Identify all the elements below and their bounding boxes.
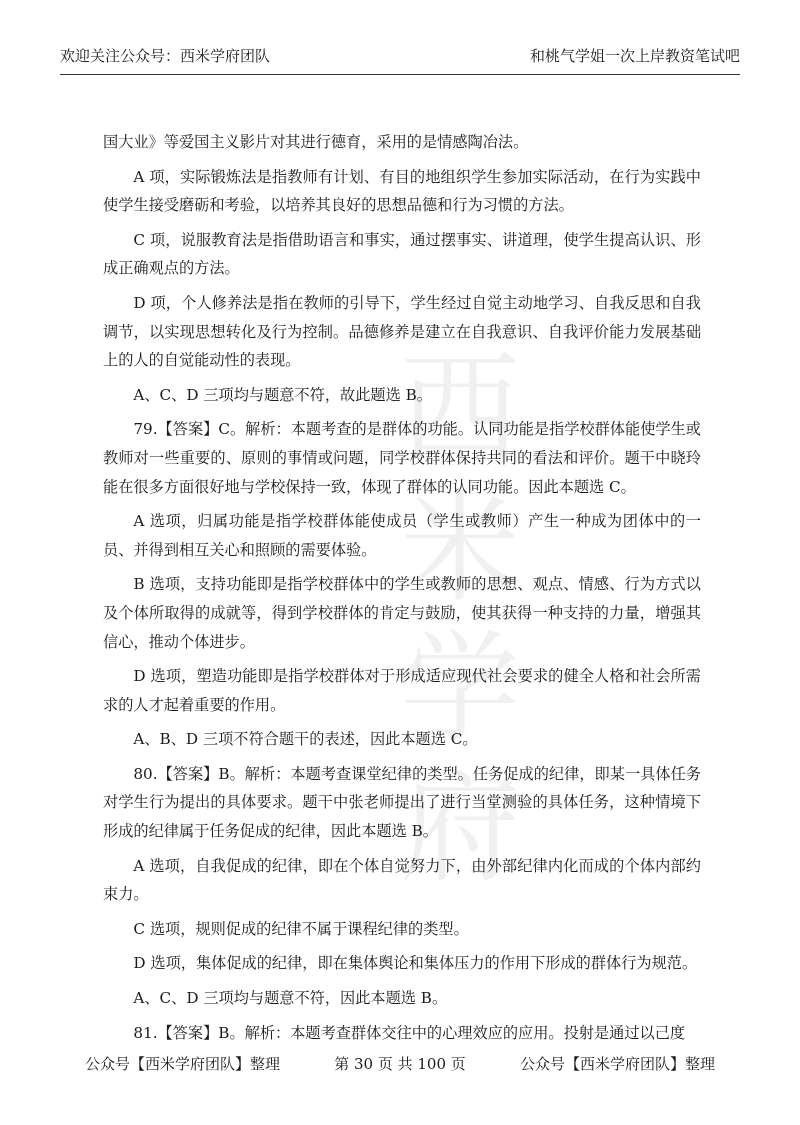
paragraph: A、C、D 三项均与题意不符，故此题选 B。	[133, 385, 432, 404]
answer-paragraph: 80.【答案】B。解析：本题考查课堂纪律的类型。任务促成的纪律，即某一具体任务对学生行为提出的具体要求。题干中张老师提出了进行当堂测验的具体任务，这种情境下形成的纪律属于任务促成的纪律，因此本题选 B。	[103, 764, 701, 841]
answer-paragraph: 81.【答案】B。解析：本题考查群体交往中的心理效应的应用。投射是通过以己度	[133, 1023, 686, 1042]
header-right-text: 和桃气学姐一次上岸教资笔试吧	[529, 46, 740, 65]
page-number: 第 30 页 共 100 页	[334, 1055, 466, 1073]
paragraph: B 选项，支持功能即是指学校群体中的学生或教师的思想、观点、情感、行为方式以及个体所取得的成就等，得到学校群体的肯定与鼓励，使其获得一种支持的力量，增强其信心，推动个体进步。	[103, 575, 701, 651]
paragraph: A 选项，归属功能是指学校群体能使成员（学生或教师）产生一种成为团体中的一员、并得到相互关心和照顾的需要体验。	[103, 512, 701, 559]
footer-right-text: 公众号【西米学府团队】整理	[519, 1055, 715, 1073]
paragraph: A 选项，自我促成的纪律，即在个体自觉努力下，由外部纪律内化而成的个体内部约束力。	[103, 856, 701, 904]
footer-left-text: 公众号【西米学府团队】整理	[85, 1055, 281, 1073]
header-left-text: 欢迎关注公众号：西米学府团队	[60, 46, 271, 65]
watermark-line-1: 西米	[400, 340, 520, 619]
paragraph: C 选项，规则促成的纪律不属于课程纪律的类型。	[133, 919, 469, 938]
answer-paragraph: 79.【答案】C。解析：本题考查的是群体的功能。认同功能是指学校群体能使学生或教师对一些重要的、原则的事情或问题，同学校群体保持共同的看法和评价。题干中晓玲能在很多方面很好地与学校保持一致，体现了群体的认同功能。因此本题选 C。	[103, 420, 701, 496]
paragraph: D 项，个人修养法是指在教师的引导下，学生经过自觉主动地学习、自我反思和自我调节，以实现思想转化及行为控制。品德修养是建立在自我意识、自我评价能力发展基础上的人的自觉能动性的表现。	[103, 293, 701, 370]
paragraph: A 项，实际锻炼法是指教师有计划、有目的地组织学生参加实际活动，在行为实践中使学生接受磨砺和考验，以培养其良好的思想品德和行为习惯的方法。	[103, 167, 701, 215]
watermark-line-2: 学府	[400, 620, 520, 899]
page-footer	[85, 1053, 715, 1074]
paragraph: D 选项，塑造功能即是指学校群体对于形成适应现代社会要求的健全人格和社会所需求的人才起着重要的作用。	[103, 667, 701, 714]
paragraph: C 项，说服教育法是指借助语言和事实，通过摆事实、讲道理，使学生提高认识、形成正确观点的方法。	[103, 230, 701, 278]
page-header	[60, 40, 740, 75]
paragraph: 国大业》等爱国主义影片对其进行德育，采用的是情感陶冶法。	[103, 133, 529, 151]
document-body	[103, 128, 701, 1053]
paragraph: A、C、D 三项均与题意不符，因此本题选 B。	[133, 989, 448, 1008]
paragraph: D 选项，集体促成的纪律，即在集体舆论和集体压力的作用下形成的群体行为规范。	[133, 954, 698, 973]
paragraph: A、B、D 三项不符合题干的表述，因此本题选 C。	[133, 730, 478, 749]
